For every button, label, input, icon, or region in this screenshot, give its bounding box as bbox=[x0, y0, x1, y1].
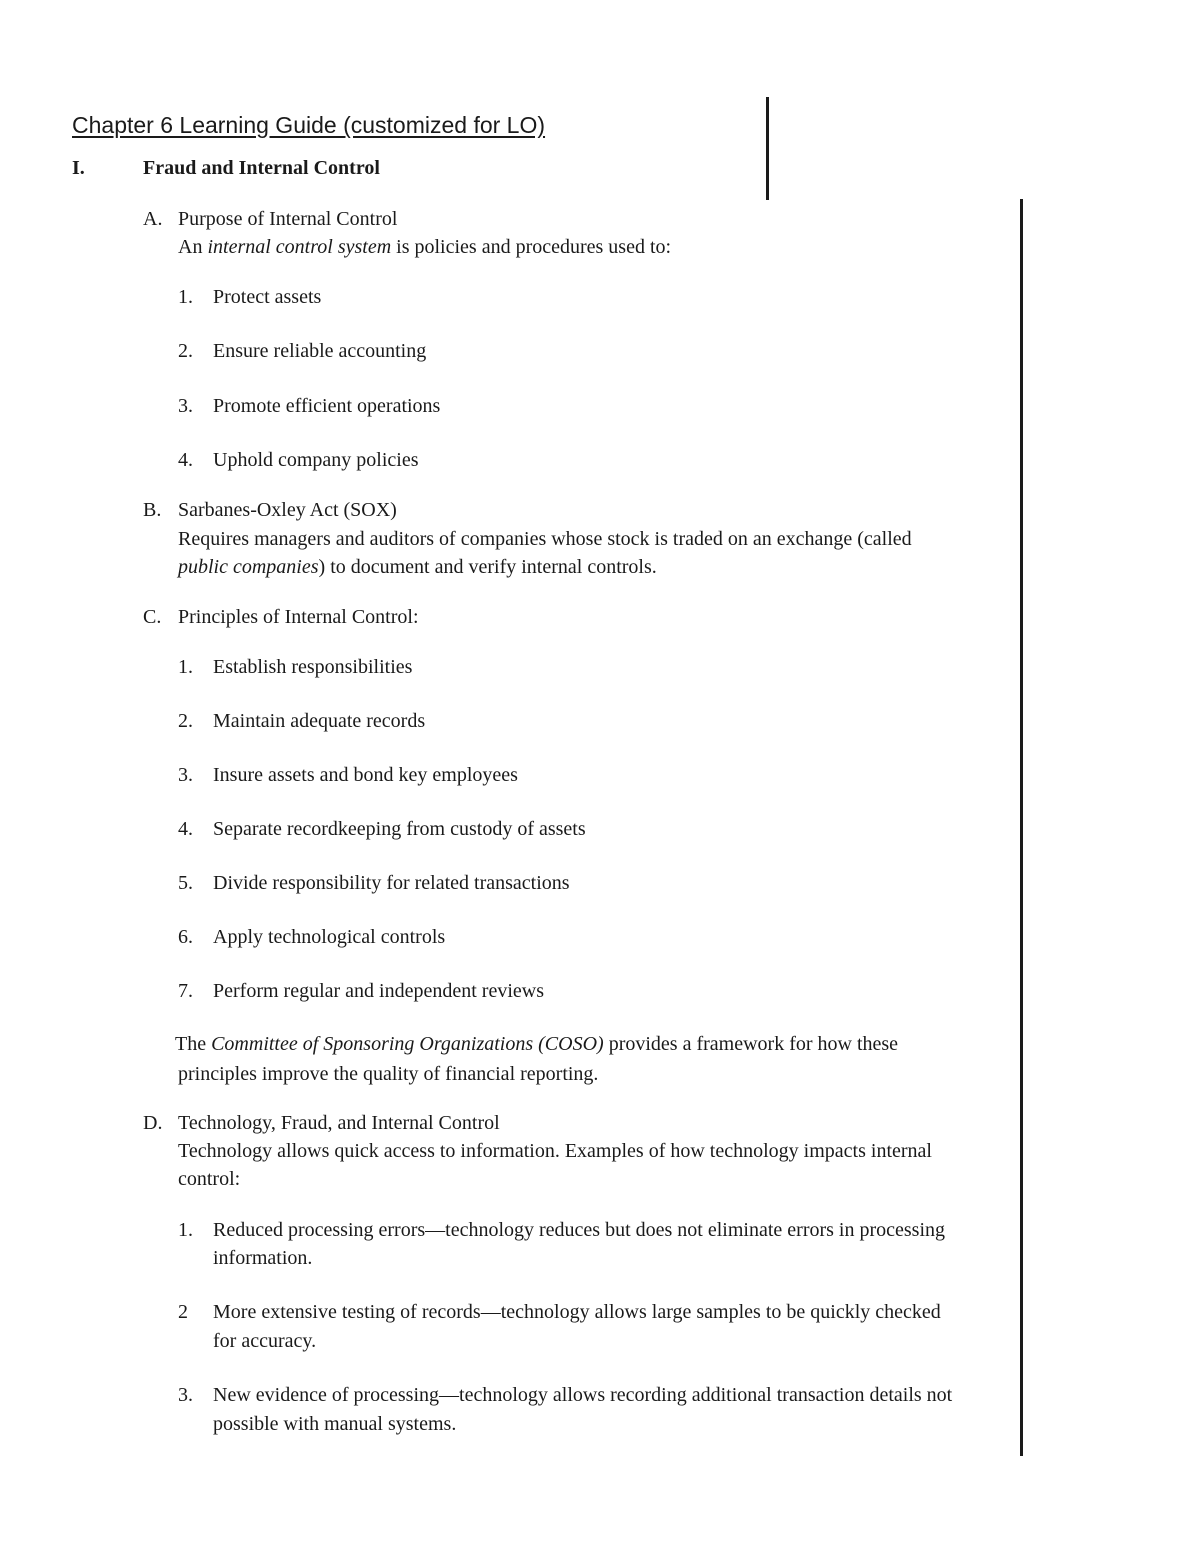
list-item-number: 1. bbox=[178, 286, 193, 308]
list-item-number: 2. bbox=[178, 710, 193, 732]
change-bar-top bbox=[766, 97, 769, 200]
list-item: Promote efficient operations bbox=[213, 395, 441, 417]
part-d-intro-line2: control: bbox=[178, 1168, 241, 1190]
part-b-letter: B. bbox=[143, 499, 162, 521]
coso-paragraph-line1: The Committee of Sponsoring Organizations (COSO) provides a framework for how these bbox=[175, 1033, 899, 1055]
list-item-number: 3. bbox=[178, 764, 193, 786]
part-d-heading: Technology, Fraud, and Internal Control bbox=[178, 1112, 500, 1134]
change-bar-right bbox=[1020, 199, 1023, 1456]
list-item: Insure assets and bond key employees bbox=[213, 764, 518, 786]
internal-control-term: internal control system bbox=[207, 236, 392, 258]
list-item-line2: possible with manual systems. bbox=[213, 1413, 457, 1435]
list-item-number: 2. bbox=[178, 340, 193, 362]
list-item-number: 1. bbox=[178, 1219, 193, 1241]
part-c-letter: C. bbox=[143, 606, 162, 628]
list-item-number: 2 bbox=[178, 1301, 188, 1323]
list-item-line1: Reduced processing errors—technology reduces but does not eliminate errors in processing bbox=[213, 1219, 946, 1241]
coso-paragraph-line2: principles improve the quality of financial reporting. bbox=[178, 1063, 599, 1085]
section-number: I. bbox=[72, 157, 85, 179]
list-item-number: 3. bbox=[178, 1384, 193, 1406]
page-title: Chapter 6 Learning Guide (customized for LO) bbox=[72, 112, 546, 138]
list-item: Uphold company policies bbox=[213, 449, 419, 471]
list-item-number: 1. bbox=[178, 656, 193, 678]
list-item-number: 7. bbox=[178, 980, 193, 1002]
list-item-number: 4. bbox=[178, 818, 193, 840]
list-item: Divide responsibility for related transactions bbox=[213, 872, 570, 894]
list-item-number: 4. bbox=[178, 449, 193, 471]
list-item: Perform regular and independent reviews bbox=[213, 980, 544, 1002]
part-d-letter: D. bbox=[143, 1112, 163, 1134]
list-item: Apply technological controls bbox=[213, 926, 446, 948]
list-item: Protect assets bbox=[213, 286, 322, 308]
part-b-line2: public companies) to document and verify internal controls. bbox=[178, 556, 657, 578]
list-item: Maintain adequate records bbox=[213, 710, 426, 732]
section-title: Fraud and Internal Control bbox=[143, 157, 380, 179]
list-item-number: 3. bbox=[178, 395, 193, 417]
part-a-heading: Purpose of Internal Control bbox=[178, 208, 398, 230]
list-item: Separate recordkeeping from custody of assets bbox=[213, 818, 586, 840]
part-a-intro: An internal control system is policies and procedures used to: bbox=[178, 236, 672, 258]
part-a-letter: A. bbox=[143, 208, 163, 230]
list-item-line2: for accuracy. bbox=[213, 1330, 317, 1352]
list-item-number: 5. bbox=[178, 872, 193, 894]
part-b-heading: Sarbanes-Oxley Act (SOX) bbox=[178, 499, 397, 521]
part-d-intro-line1: Technology allows quick access to information. Examples of how technology impacts internal bbox=[178, 1140, 932, 1162]
list-item-line1: New evidence of processing—technology allows recording additional transaction details not bbox=[213, 1384, 953, 1406]
list-item-line1: More extensive testing of records—technology allows large samples to be quickly checked bbox=[213, 1301, 941, 1323]
list-item-number: 6. bbox=[178, 926, 193, 948]
list-item: Establish responsibilities bbox=[213, 656, 413, 678]
coso-term: Committee of Sponsoring Organizations (COSO) bbox=[211, 1033, 604, 1055]
public-companies-term: public companies bbox=[178, 556, 319, 578]
list-item-line2: information. bbox=[213, 1247, 313, 1269]
part-b-line1: Requires managers and auditors of companies whose stock is traded on an exchange (called bbox=[178, 528, 912, 550]
part-c-heading: Principles of Internal Control: bbox=[178, 606, 419, 628]
list-item: Ensure reliable accounting bbox=[213, 340, 427, 362]
